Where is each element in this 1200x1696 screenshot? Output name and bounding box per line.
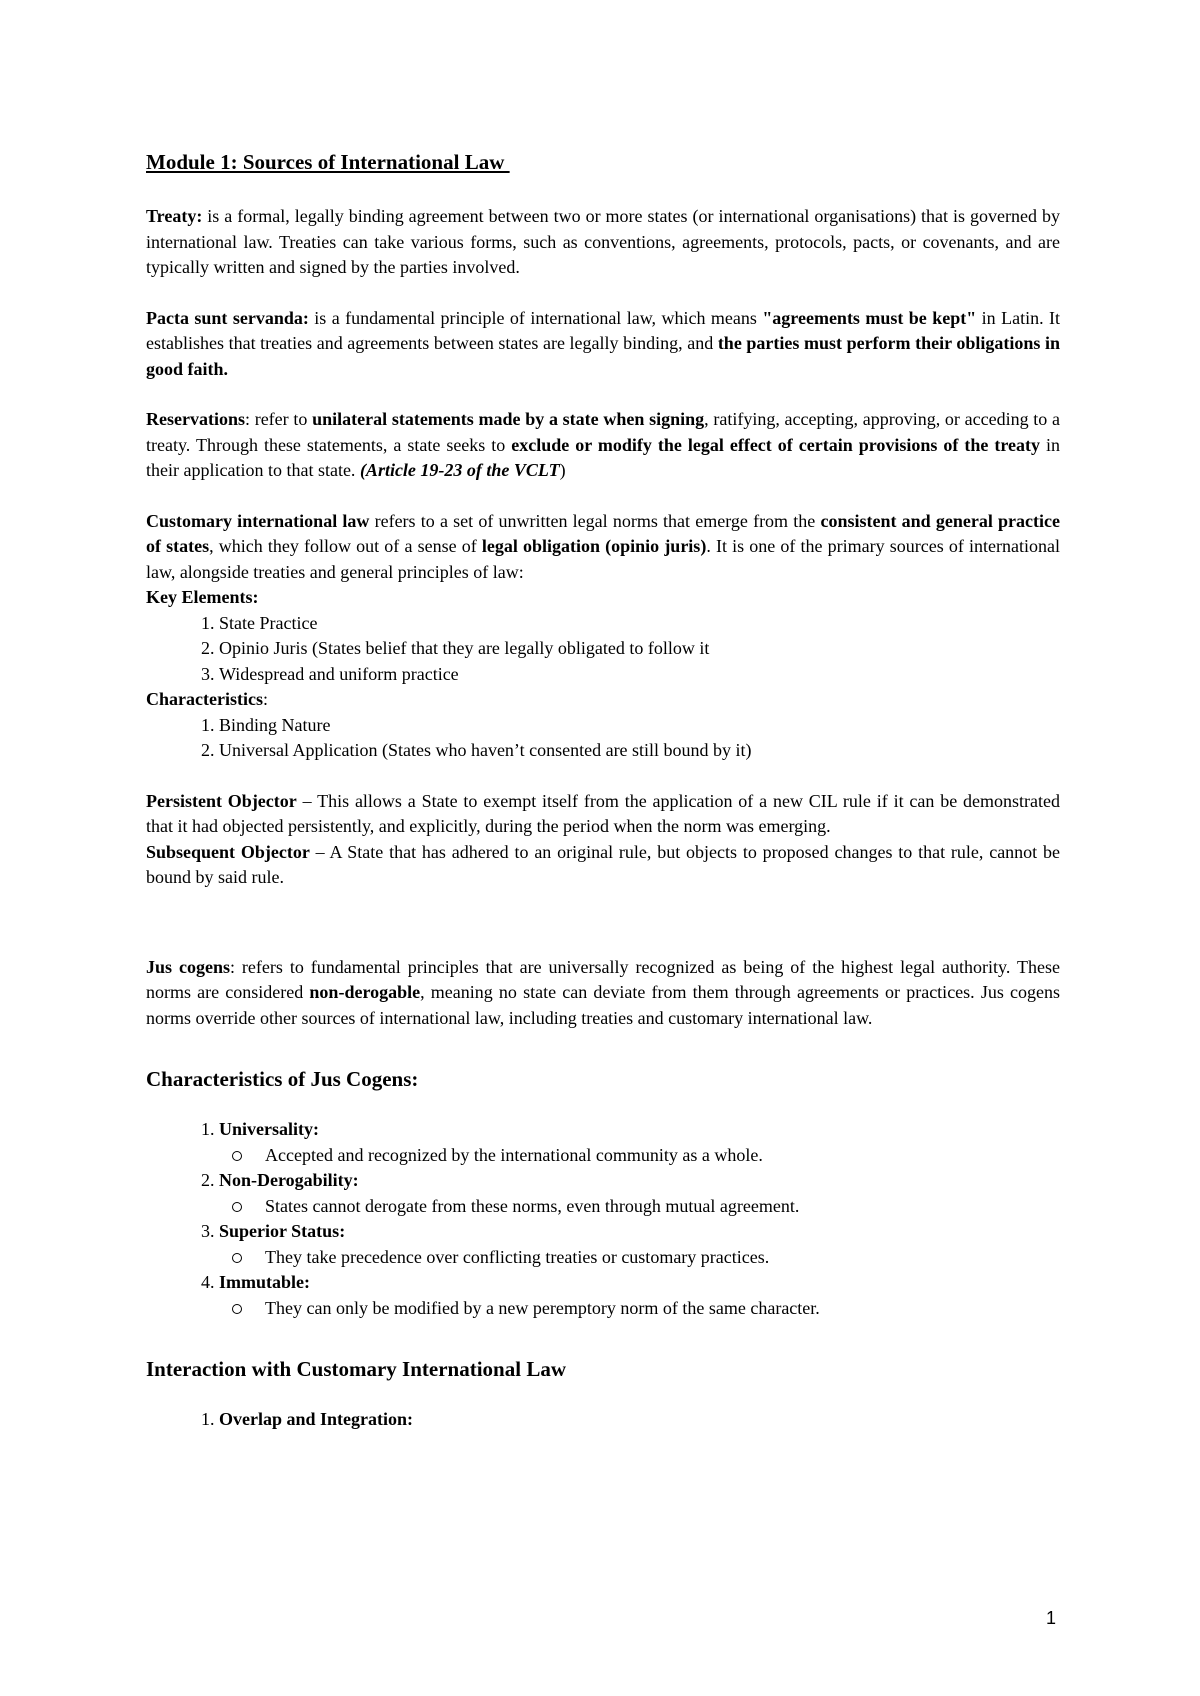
key-elements-list — [146, 611, 1060, 688]
list-item-detail: They can only be modified by a new peremptory norm of the same character. — [219, 1296, 1060, 1322]
jus-cogens-text: : refers to fundamental principles that are universally recognized as being of the highest legal authority. These norms are considered — [146, 956, 1060, 1002]
jus-cogens-characteristics-list — [146, 1117, 1060, 1321]
interaction-list — [146, 1407, 1060, 1433]
pacta-emphasis: "agreements must be kept" — [762, 307, 977, 328]
reservations-citation: (Article 19-23 of the VCLT — [359, 460, 560, 480]
characteristics-label — [146, 687, 1060, 713]
customary-emphasis: legal obligation (opinio juris) — [481, 536, 707, 556]
list-item: 3. Widespread and uniform practice — [219, 662, 1060, 688]
customary-text: . It is one of the primary sources of international law, alongside treaties and general principles of law: — [146, 536, 1060, 582]
customary-definition — [146, 509, 1060, 586]
list-item-title: Universality: — [219, 1119, 319, 1139]
key-elements-label: Key Elements: — [146, 587, 259, 607]
customary-text: refers to a set of unwritten legal norms that emerge from the — [369, 510, 821, 531]
list-item — [219, 1117, 1060, 1168]
customary-emphasis: consistent and general practice of states — [146, 510, 1060, 556]
list-item — [219, 1270, 1060, 1321]
reservations-text: : refer to — [244, 409, 313, 429]
list-item-detail: States cannot derogate from these norms, even through mutual agreement. — [219, 1194, 1060, 1220]
reservations-label: Reservations — [146, 409, 245, 429]
section-heading-interaction: Interaction with Customary International Law — [146, 1357, 566, 1381]
characteristics-label-text: Characteristics — [146, 689, 263, 709]
customary-label: Customary international law — [146, 510, 370, 531]
treaty-definition — [146, 204, 1060, 281]
reservations-text: , ratifying, accepting, approving, or acceding to a treaty. Through these statements, a state seeks to — [146, 409, 1061, 455]
list-item: 1. State Practice — [219, 611, 1060, 637]
pacta-label: Pacta sunt servanda: — [146, 307, 309, 328]
jus-cogens-label: Jus cogens — [146, 956, 230, 977]
treaty-text: is a formal, legally binding agreement between two or more states (or international organisations) that is governed by international law. Treaties can take various forms, such as conventions, agreements, protocols, pacts, or covenants, and are typically written and signed by the parties involved. — [146, 206, 1060, 277]
pacta-text: in Latin. It establishes that treaties and agreements between states are legally binding, and — [146, 307, 1060, 353]
reservations-emphasis: exclude or modify the legal effect of certain provisions of the treaty — [511, 434, 1040, 455]
page-number: 1 — [1046, 1608, 1057, 1628]
list-item — [219, 1168, 1060, 1219]
list-item-detail: Accepted and recognized by the international community as a whole. — [219, 1143, 1060, 1169]
reservations-definition — [146, 407, 1060, 484]
list-item: 2. Opinio Juris (States belief that they are legally obligated to follow it — [219, 636, 1060, 662]
list-item-title: Overlap and Integration: — [219, 1409, 414, 1429]
section-heading-jus-cogens: Characteristics of Jus Cogens: — [146, 1067, 419, 1091]
customary-text: , which they follow out of a sense of — [209, 536, 482, 556]
page-content — [146, 148, 1060, 1433]
list-item-title: Immutable: — [219, 1272, 310, 1292]
pacta-text: is a fundamental principle of international law, which means — [308, 307, 763, 328]
pacta-emphasis: the parties must perform their obligations in good faith. — [146, 333, 1061, 379]
page-title: Module 1: Sources of International Law — [146, 150, 510, 174]
subsequent-objector — [146, 840, 1060, 891]
pacta-definition — [146, 306, 1060, 383]
list-item-title: Non-Derogability: — [219, 1170, 359, 1190]
characteristics-list — [146, 713, 1060, 764]
reservations-emphasis: unilateral statements made by a state when signing — [312, 409, 705, 429]
treaty-label: Treaty: — [146, 206, 203, 226]
list-item: 2. Universal Application (States who haven’t consented are still bound by it) — [219, 738, 1060, 764]
jus-cogens-emphasis: non-derogable — [309, 982, 421, 1002]
reservations-text: ) — [559, 460, 566, 480]
list-item: 1. Binding Nature — [219, 713, 1060, 739]
subsequent-objector-text: – A State that has adhered to an original rule, but objects to proposed changes to that rule, cannot be bound by said rule. — [146, 841, 1060, 887]
persistent-objector — [146, 789, 1060, 840]
list-item-title: Superior Status: — [219, 1221, 346, 1241]
characteristics-label-colon: : — [262, 689, 268, 709]
jus-cogens-definition — [146, 955, 1060, 1032]
persistent-objector-label: Persistent Objector — [146, 790, 297, 811]
list-item — [219, 1407, 1060, 1433]
persistent-objector-text: – This allows a State to exempt itself from the application of a new CIL rule if it can be demonstrated that it had objected persistently, and explicitly, during the period when the norm was emerging. — [146, 790, 1060, 836]
subsequent-objector-label: Subsequent Objector — [146, 841, 310, 862]
jus-cogens-text: , meaning no state can deviate from them through agreements or practices. Jus cogens norms override other sources of international law, including treaties and customary international law. — [146, 982, 1060, 1028]
list-item-detail: They take precedence over conflicting treaties or customary practices. — [219, 1245, 1060, 1271]
reservations-text: in their application to that state. — [146, 434, 1060, 480]
list-item — [219, 1219, 1060, 1270]
